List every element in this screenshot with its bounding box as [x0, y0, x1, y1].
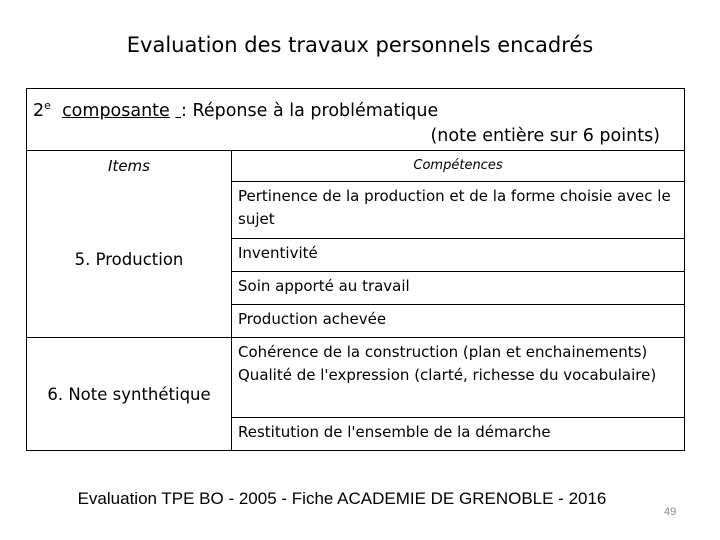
column-header-competences: Compétences: [232, 151, 685, 182]
column-header-items: Items: [27, 151, 232, 182]
competence-cell: Cohérence de la construction (plan et enchainements) Qualité de l'expression (clarté, richesse du vocabulaire): [232, 338, 685, 418]
table-row: [27, 338, 685, 418]
table-header-row: [27, 89, 685, 151]
component-header: [27, 89, 685, 151]
component-header-line: [33, 93, 678, 124]
component-label: composante: [62, 101, 170, 121]
item-cell-note-synthetique: 6. Note synthétique: [27, 338, 232, 451]
column-header-row: [27, 151, 685, 182]
competence-cell: Restitution de l'ensemble de la démarche: [232, 418, 685, 451]
competence-cell: Inventivité: [232, 239, 685, 272]
component-separator: :: [180, 101, 187, 121]
component-subtitle: Réponse à la problématique: [192, 101, 439, 121]
item-cell-production: 5. Production: [27, 182, 232, 338]
table-row: [27, 182, 685, 239]
component-number: 2: [33, 101, 45, 121]
competence-cell: Production achevée: [232, 305, 685, 338]
slide-title: Evaluation des travaux personnels encadrés: [126, 33, 594, 57]
component-note: (note entière sur 6 points): [430, 126, 661, 146]
page-number: 49: [664, 506, 677, 518]
evaluation-table: [26, 88, 685, 451]
footer-source: Evaluation TPE BO - 2005 - Fiche ACADEMIE DE GRENOBLE - 2016: [77, 489, 607, 508]
competence-cell: Soin apporté au travail: [232, 272, 685, 305]
component-superscript: e: [44, 99, 51, 112]
competence-cell: Pertinence de la production et de la forme choisie avec le sujet: [232, 182, 685, 239]
